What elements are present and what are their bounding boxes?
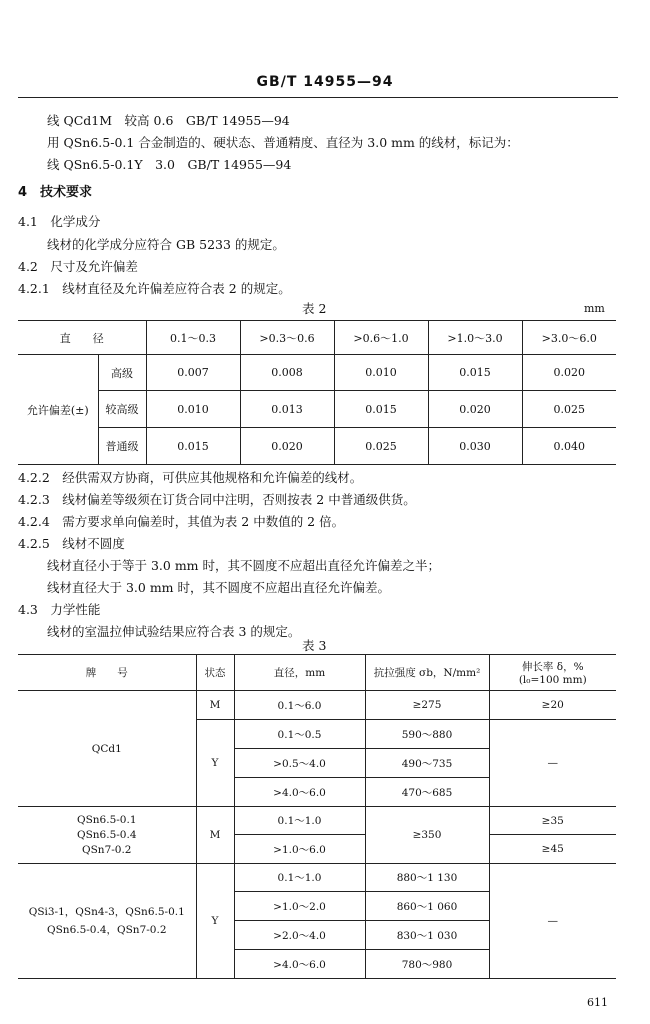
value-cell: 0.020 [522, 355, 616, 391]
diameter-cell: >4.0～6.0 [234, 778, 365, 807]
section-4-2-1: 4.2.1 线材直径及允许偏差应符合表 2 的规定。 [18, 281, 291, 296]
value-cell: 0.040 [522, 428, 616, 465]
elongation-cell: — [489, 720, 616, 807]
table-3-header-row [18, 655, 616, 691]
section-4-2-5: 4.2.5 线材不圆度 [18, 536, 125, 551]
range-cell: 0.1～0.3 [146, 321, 240, 355]
strength-cell: 830～1 030 [365, 921, 489, 950]
diameter-header: 直径，mm [234, 655, 365, 691]
range-cell: >3.0～6.0 [522, 321, 616, 355]
strength-cell: 880～1 130 [365, 864, 489, 892]
strength-cell: 590～880 [365, 720, 489, 749]
value-cell: 0.007 [146, 355, 240, 391]
tolerance-label: 允许偏差(±) [18, 355, 98, 465]
strength-cell: 860～1 060 [365, 892, 489, 921]
section-4-2-5-a: 线材直径小于等于 3.0 mm 时，其不圆度不应超出直径允许偏差之半； [47, 558, 441, 573]
table-row [18, 807, 616, 835]
diameter-cell: >4.0～6.0 [234, 950, 365, 979]
table-2 [18, 320, 616, 465]
table-row [18, 391, 616, 428]
strength-cell: 490～735 [365, 749, 489, 778]
table-2-unit: mm [584, 302, 605, 315]
diameter-cell: 0.1～1.0 [234, 864, 365, 892]
strength-header: 抗拉强度 σb，N/mm² [365, 655, 489, 691]
intro-line-2: 用 QSn6.5-0.1 合金制造的、硬状态、普通精度、直径为 3.0 mm 的线材，标记为： [47, 135, 519, 150]
table-2-caption: 表 2 [302, 301, 327, 316]
intro-line-3: 线 QSn6.5-0.1Y 3.0 GB/T 14955—94 [47, 157, 292, 172]
value-cell: 0.030 [428, 428, 522, 465]
diameter-cell: 0.1～6.0 [234, 691, 365, 720]
value-cell: 0.015 [428, 355, 522, 391]
grade-cell: 普通级 [98, 428, 146, 465]
table-3-caption: 表 3 [302, 638, 327, 653]
table-row [18, 864, 616, 892]
diameter-cell: >0.5～4.0 [234, 749, 365, 778]
value-cell: 0.020 [428, 391, 522, 428]
elongation-header [489, 655, 616, 691]
grade-cell: QCd1 [18, 691, 196, 807]
elongation-cell: — [489, 864, 616, 979]
value-cell: 0.015 [334, 391, 428, 428]
section-4-heading: 4 技术要求 [18, 185, 93, 200]
strength-cell: ≥350 [365, 807, 489, 864]
value-cell: 0.025 [334, 428, 428, 465]
grade-line: QSn7-0.2 [82, 843, 132, 856]
section-4-2-3: 4.2.3 线材偏差等级须在订货合同中注明，否则按表 2 中普通级供货。 [18, 492, 416, 507]
diameter-cell: 0.1～0.5 [234, 720, 365, 749]
grade-header: 牌 号 [18, 655, 196, 691]
value-cell: 0.015 [146, 428, 240, 465]
value-cell: 0.008 [240, 355, 334, 391]
elongation-label: 伸长率 δ，% [521, 661, 584, 673]
intro-line-1: 线 QCd1M 较高 0.6 GB/T 14955—94 [47, 113, 290, 128]
value-cell: 0.013 [240, 391, 334, 428]
grade-line: QSn6.5-0.4 [76, 828, 137, 841]
table-row [18, 691, 616, 720]
table-row [18, 428, 616, 465]
diameter-cell: >1.0～6.0 [234, 835, 365, 864]
page-number: 611 [587, 996, 608, 1009]
grade-line: QSi3-1，QSn4-3，QSn6.5-0.1 [28, 906, 185, 918]
state-header: 状态 [196, 655, 234, 691]
table-row [18, 355, 616, 391]
range-cell: >1.0～3.0 [428, 321, 522, 355]
elongation-cell: ≥45 [489, 835, 616, 864]
section-4-2-2: 4.2.2 经供需双方协商，可供应其他规格和允许偏差的线材。 [18, 470, 363, 485]
state-cell: Y [196, 720, 234, 807]
grade-cell: 高级 [98, 355, 146, 391]
grade-cell [18, 864, 196, 979]
section-4-2-5-b: 线材直径大于 3.0 mm 时，其不圆度不应超出直径允许偏差。 [47, 580, 391, 595]
diameter-cell: >1.0～2.0 [234, 892, 365, 921]
table-2-header-row [18, 321, 616, 355]
grade-cell [18, 807, 196, 864]
strength-cell: ≥275 [365, 691, 489, 720]
elongation-cell: ≥35 [489, 807, 616, 835]
gauge-length-label: (l₀=100 mm) [518, 674, 587, 686]
section-4-1: 4.1 化学成分 [18, 214, 101, 229]
table-3 [18, 654, 616, 979]
state-cell: Y [196, 864, 234, 979]
strength-cell: 780～980 [365, 950, 489, 979]
value-cell: 0.010 [334, 355, 428, 391]
elongation-cell: ≥20 [489, 691, 616, 720]
value-cell: 0.010 [146, 391, 240, 428]
grade-line: QSn6.5-0.1 [76, 813, 137, 826]
range-cell: >0.3～0.6 [240, 321, 334, 355]
grade-cell: 较高级 [98, 391, 146, 428]
state-cell: M [196, 691, 234, 720]
diameter-cell: >2.0～4.0 [234, 921, 365, 950]
section-4-3: 4.3 力学性能 [18, 602, 101, 617]
grade-line: QSn6.5-0.4，QSn7-0.2 [47, 924, 167, 936]
section-4-2: 4.2 尺寸及允许偏差 [18, 259, 138, 274]
diameter-cell: 0.1～1.0 [234, 807, 365, 835]
state-cell: M [196, 807, 234, 864]
section-4-3-text: 线材的室温拉伸试验结果应符合表 3 的规定。 [47, 624, 301, 639]
section-4-2-4: 4.2.4 需方要求单向偏差时，其值为表 2 中数值的 2 倍。 [18, 514, 345, 529]
page-header: GB/T 14955—94 [256, 74, 394, 90]
strength-cell: 470～685 [365, 778, 489, 807]
range-cell: >0.6～1.0 [334, 321, 428, 355]
section-4-1-text: 线材的化学成分应符合 GB 5233 的规定。 [47, 237, 285, 252]
value-cell: 0.020 [240, 428, 334, 465]
header-rule [18, 97, 618, 98]
diameter-label: 直 径 [18, 321, 146, 355]
value-cell: 0.025 [522, 391, 616, 428]
